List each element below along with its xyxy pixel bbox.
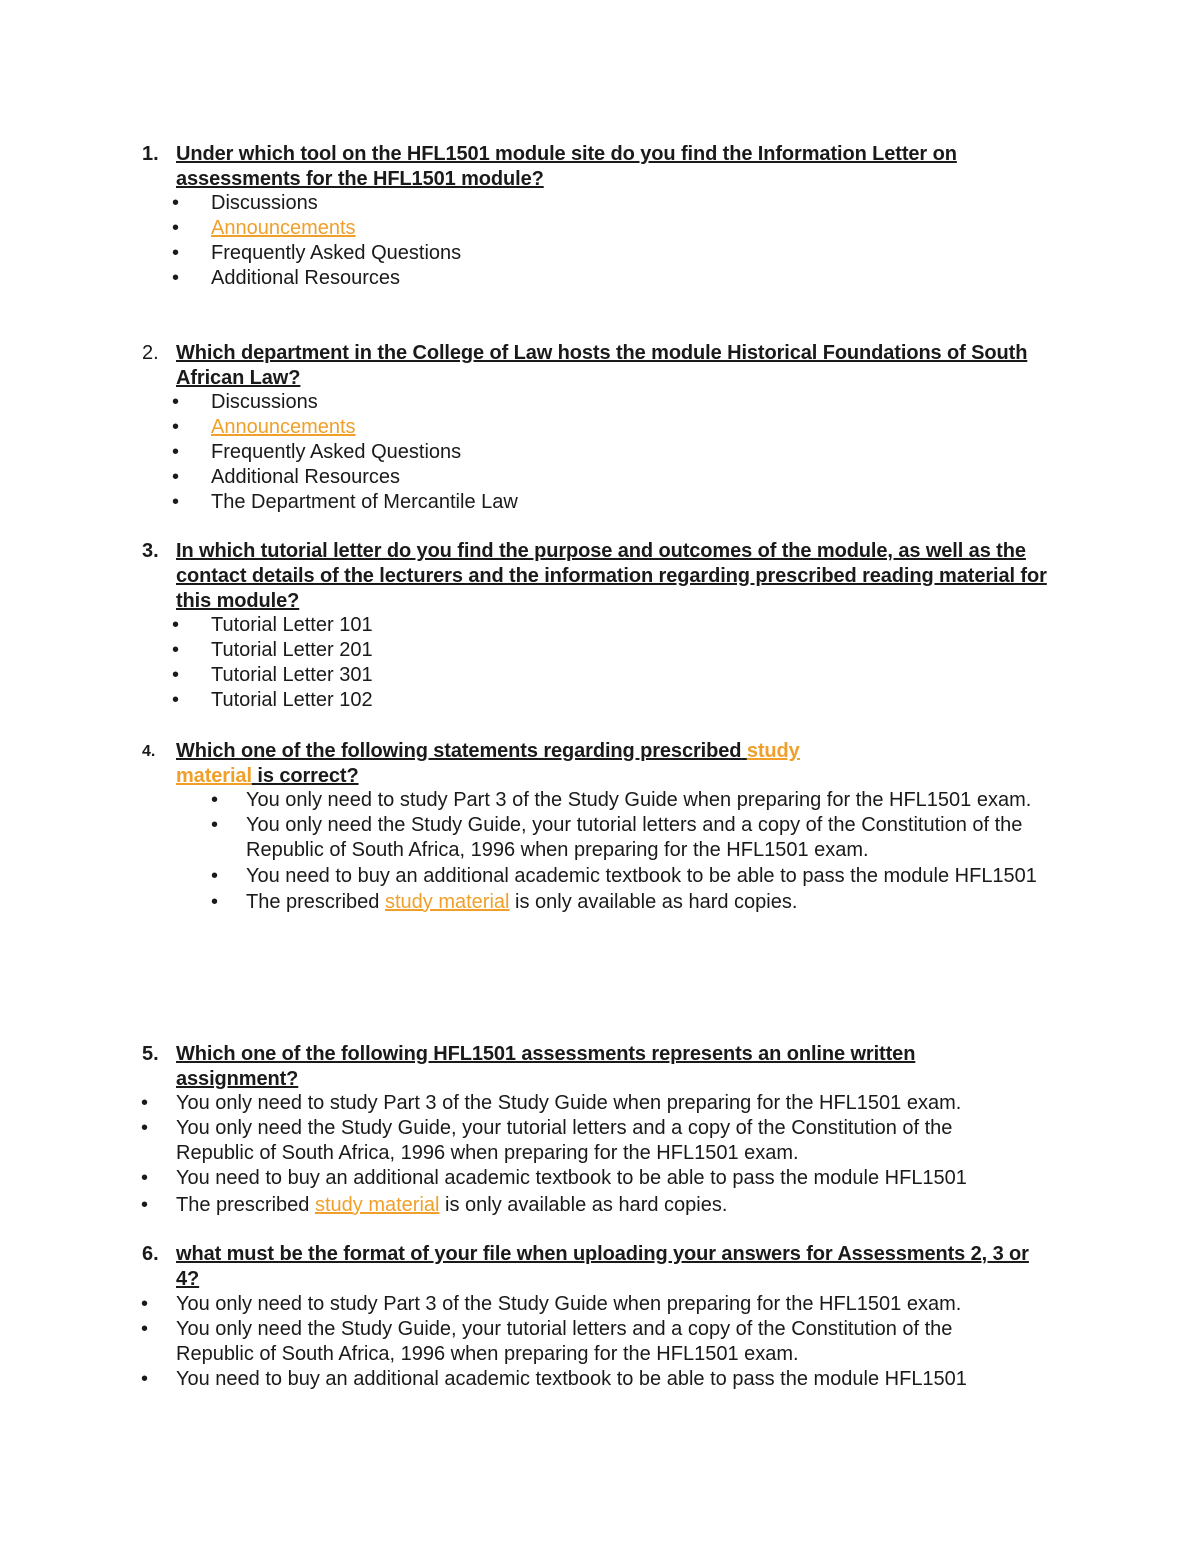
list-item: • Discussions bbox=[172, 192, 318, 214]
list-item: • The prescribed study material is only available as hard copies. bbox=[141, 1194, 728, 1216]
bullet-icon: • bbox=[172, 614, 180, 636]
bullet-icon: • bbox=[172, 664, 180, 686]
question-text: Which department in the College of Law hosts the module Historical Foundations of South African Law? bbox=[176, 342, 1028, 389]
bullet-icon: • bbox=[172, 466, 180, 488]
bullet-icon: • bbox=[172, 416, 180, 438]
list-item: • Frequently Asked Questions bbox=[172, 441, 462, 463]
list-item: • You only need the Study Guide, your tutorial letters and a copy of the Constitution of the Republic of South Africa, 1996 when preparing for the HFL1501 exam. bbox=[211, 814, 1023, 861]
bullet-icon: • bbox=[172, 441, 180, 463]
question-number: 6. bbox=[142, 1243, 159, 1265]
option-list bbox=[172, 390, 518, 515]
bullet-icon: • bbox=[211, 789, 219, 811]
bullet-icon: • bbox=[141, 1293, 149, 1315]
question-number: 3. bbox=[142, 540, 159, 562]
list-item: • You only need to study Part 3 of the Study Guide when preparing for the HFL1501 exam. bbox=[141, 1293, 962, 1315]
bullet-icon: • bbox=[172, 391, 180, 413]
bullet-icon: • bbox=[172, 242, 180, 264]
study-material-link[interactable]: study material bbox=[384, 891, 510, 913]
question-text: Which one of the following statements regarding prescribed study material is correct? bbox=[176, 740, 800, 787]
option-list bbox=[141, 1292, 1041, 1392]
bullet-icon: • bbox=[141, 1368, 149, 1390]
bullet-icon: • bbox=[141, 1167, 149, 1189]
list-item: • You need to buy an additional academic textbook to be able to pass the module HFL1501 bbox=[141, 1167, 967, 1189]
question-number: 5. bbox=[142, 1043, 159, 1065]
study-material-link[interactable]: study material bbox=[314, 1194, 440, 1216]
option-list bbox=[211, 788, 1061, 915]
bullet-icon: • bbox=[172, 689, 180, 711]
list-item: • Tutorial Letter 101 bbox=[172, 614, 373, 636]
question-number: 2. bbox=[142, 342, 159, 364]
question-text: what must be the format of your file when uploading your answers for Assessments 2, 3 or 4? bbox=[176, 1243, 1029, 1290]
bullet-icon: • bbox=[172, 217, 180, 239]
list-item: • You only need to study Part 3 of the Study Guide when preparing for the HFL1501 exam. bbox=[141, 1092, 962, 1114]
question-number: 1. bbox=[142, 143, 159, 165]
list-item: • Frequently Asked Questions bbox=[172, 242, 462, 264]
bullet-icon: • bbox=[141, 1117, 149, 1139]
option-list bbox=[141, 1091, 1041, 1218]
list-item: • Discussions bbox=[172, 391, 318, 413]
bullet-icon: • bbox=[211, 865, 219, 887]
question-text: In which tutorial letter do you find the purpose and outcomes of the module, as well as the contact details of the lecturers and the information regarding prescribed reading material for this module? bbox=[176, 540, 1047, 612]
question-text: Under which tool on the HFL1501 module site do you find the Information Letter on assessments for the HFL1501 module? bbox=[176, 143, 957, 190]
bullet-icon: • bbox=[141, 1092, 149, 1114]
bullet-icon: • bbox=[211, 891, 219, 913]
list-item bbox=[172, 415, 518, 440]
bullet-icon: • bbox=[172, 192, 180, 214]
bullet-icon: • bbox=[141, 1318, 149, 1340]
list-item: • You only need to study Part 3 of the Study Guide when preparing for the HFL1501 exam. bbox=[211, 789, 1032, 811]
list-item: • Additional Resources bbox=[172, 466, 400, 488]
bullet-icon: • bbox=[172, 267, 180, 289]
list-item: • The prescribed study material is only available as hard copies. bbox=[211, 891, 798, 913]
question-number: 4. bbox=[142, 743, 156, 760]
announcements-link[interactable]: Announcements bbox=[211, 217, 356, 239]
list-item: • Tutorial Letter 102 bbox=[172, 689, 373, 711]
option-list bbox=[172, 191, 462, 291]
list-item: • Tutorial Letter 201 bbox=[172, 639, 373, 661]
option-list bbox=[172, 613, 373, 713]
list-item: • Tutorial Letter 301 bbox=[172, 664, 373, 686]
list-item: • Additional Resources bbox=[172, 267, 400, 289]
bullet-icon: • bbox=[172, 491, 180, 513]
bullet-icon: • bbox=[141, 1194, 149, 1216]
list-item: • The Department of Mercantile Law bbox=[172, 491, 518, 513]
list-item: • You only need the Study Guide, your tutorial letters and a copy of the Constitution of the Republic of South Africa, 1996 when preparing for the HFL1501 exam. bbox=[141, 1117, 953, 1164]
list-item: • You need to buy an additional academic textbook to be able to pass the module HFL1501 bbox=[141, 1368, 967, 1390]
question-text: Which one of the following HFL1501 assessments represents an online written assignment? bbox=[176, 1043, 916, 1090]
bullet-icon: • bbox=[211, 814, 219, 836]
list-item: • You need to buy an additional academic textbook to be able to pass the module HFL1501 bbox=[211, 865, 1037, 887]
study-material-link[interactable]: study material bbox=[176, 740, 800, 787]
bullet-icon: • bbox=[172, 639, 180, 661]
list-item: • You only need the Study Guide, your tutorial letters and a copy of the Constitution of the Republic of South Africa, 1996 when preparing for the HFL1501 exam. bbox=[141, 1318, 953, 1365]
announcements-link[interactable]: Announcements bbox=[211, 416, 356, 438]
list-item bbox=[172, 216, 461, 241]
